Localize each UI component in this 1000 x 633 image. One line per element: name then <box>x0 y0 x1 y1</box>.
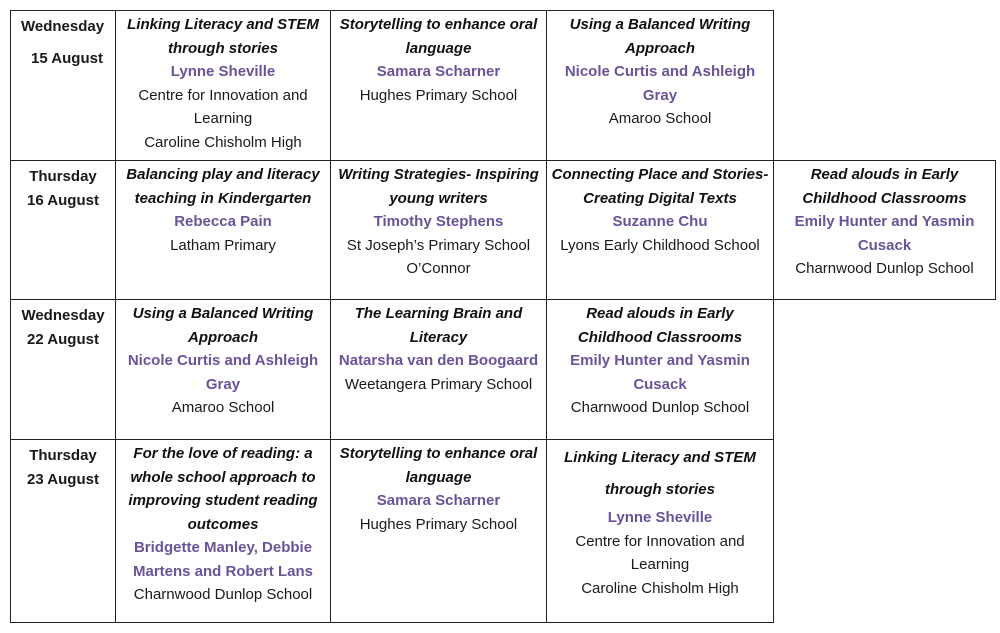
session-cell <box>773 160 996 300</box>
session-presenter: Emily Hunter and Yasmin Cusack <box>570 352 750 393</box>
session-organisation: Caroline Chisholm High <box>144 133 302 151</box>
session-presenter: Samara Scharner <box>376 63 501 80</box>
session-organisation: Centre for Innovation and Learning <box>138 86 308 127</box>
session-title: Using a Balanced Writing Approach <box>132 305 314 346</box>
session-title: Writing Strategies- Inspiring young writers <box>338 166 539 207</box>
session-cell <box>546 299 774 440</box>
session-cell <box>546 439 774 623</box>
session-presenter: Samara Scharner <box>376 492 501 509</box>
session-cell <box>330 10 547 161</box>
session-cell <box>115 10 331 161</box>
session-cell <box>115 299 331 440</box>
session-presenter: Emily Hunter and Yasmin Cusack <box>794 213 975 254</box>
session-cell <box>330 439 547 623</box>
day-date: 22 August <box>27 330 99 348</box>
day-date: 23 August <box>27 470 99 488</box>
session-title: Storytelling to enhance oral language <box>339 16 538 57</box>
session-presenter: Nicole Curtis and Ashleigh Gray <box>564 63 756 104</box>
session-cell <box>330 160 547 300</box>
session-presenter: Suzanne Chu <box>612 213 708 230</box>
session-organisation: Lyons Early Childhood School <box>560 236 760 254</box>
session-title: Connecting Place and Stories- Creating Digital Texts <box>551 166 769 207</box>
session-organisation: Hughes Primary School <box>359 515 518 533</box>
session-presenter: Lynne Sheville <box>607 509 713 526</box>
session-presenter: Natarsha van den Boogaard <box>338 352 539 369</box>
day-date: 15 August <box>31 49 103 67</box>
session-organisation: Centre for Innovation and Learning <box>575 532 745 573</box>
day-name: Thursday <box>29 168 97 185</box>
session-title: Linking Literacy and STEM through stories <box>127 16 319 57</box>
session-organisation: St Joseph’s Primary School O’Connor <box>346 236 531 277</box>
day-name: Wednesday <box>21 18 105 35</box>
session-title: Linking Literacy and STEM through stories <box>564 449 756 498</box>
session-title: Balancing play and literacy teaching in Kindergarten <box>126 166 320 207</box>
day-name: Wednesday <box>21 307 105 324</box>
session-title: The Learning Brain and Literacy <box>354 305 523 346</box>
session-cell <box>330 299 547 440</box>
day-cell <box>10 299 116 440</box>
session-organisation: Hughes Primary School <box>359 86 518 104</box>
session-cell <box>546 10 774 161</box>
day-cell <box>10 439 116 623</box>
day-name: Thursday <box>29 447 97 464</box>
session-title: Read alouds in Early Childhood Classrooms <box>802 166 967 207</box>
session-organisation: Latham Primary <box>170 236 276 254</box>
session-organisation: Charnwood Dunlop School <box>133 586 313 603</box>
session-organisation: Weetangera Primary School <box>344 375 533 393</box>
session-organisation: Caroline Chisholm High <box>581 579 739 597</box>
session-presenter: Nicole Curtis and Ashleigh Gray <box>127 352 319 393</box>
session-presenter: Bridgette Manley, Debbie Martens and Robert Lans <box>132 539 314 580</box>
day-date: 16 August <box>27 191 99 209</box>
session-presenter: Timothy Stephens <box>373 213 504 230</box>
session-organisation: Amaroo School <box>608 110 712 127</box>
session-title: Read alouds in Early Childhood Classrooms <box>577 305 743 346</box>
day-cell <box>10 10 116 161</box>
session-presenter: Lynne Sheville <box>170 63 276 80</box>
session-presenter: Rebecca Pain <box>174 213 272 230</box>
session-title: Storytelling to enhance oral language <box>339 445 538 486</box>
session-cell <box>546 160 774 300</box>
session-title: Using a Balanced Writing Approach <box>569 16 751 57</box>
day-cell <box>10 160 116 300</box>
session-organisation: Charnwood Dunlop School <box>795 260 974 277</box>
session-cell <box>115 160 331 300</box>
session-title: For the love of reading: a whole school approach to improving student reading outcomes <box>128 445 318 533</box>
session-organisation: Amaroo School <box>171 399 275 416</box>
session-cell <box>115 439 331 623</box>
session-organisation: Charnwood Dunlop School <box>570 399 750 416</box>
